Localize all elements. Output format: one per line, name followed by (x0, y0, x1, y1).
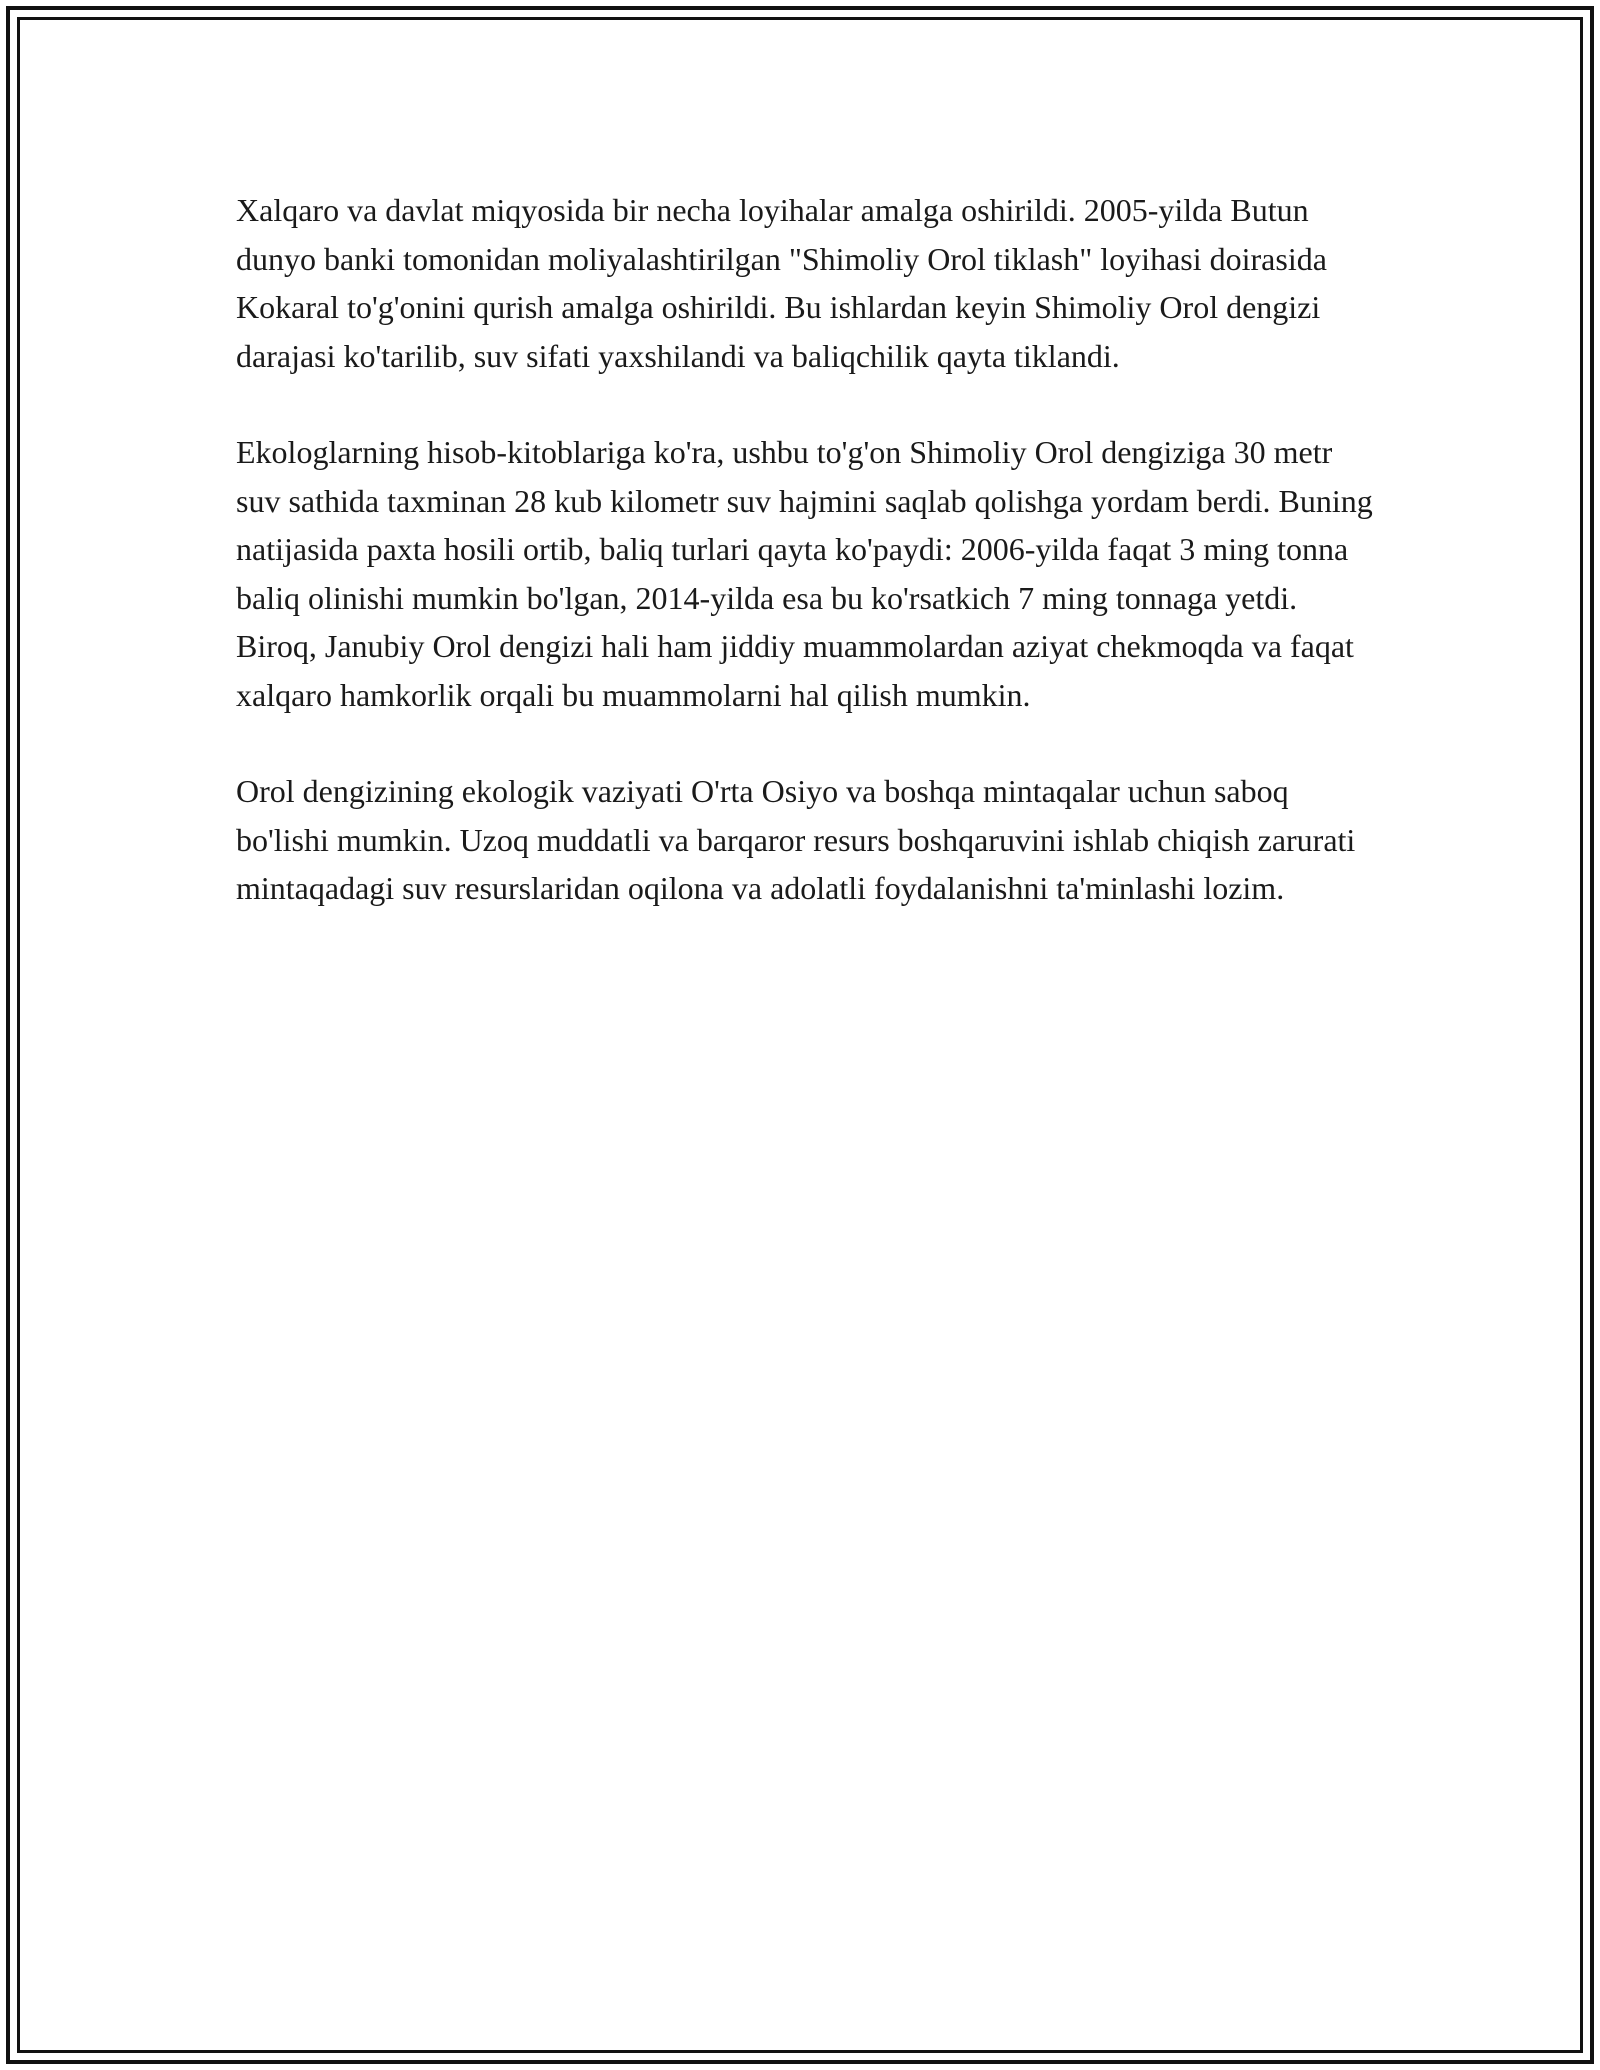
paragraph-1: Xalqaro va davlat miqyosida bir necha loyihalar amalga oshirildi. 2005-yilda Butun dunyo banki tomonidan moliyalashtirilgan "Shimoliy Orol tiklash" loyihasi doirasida Kokaral to'g'onini qurish amalga oshirildi. Bu ishlardan keyin Shimoliy Orol dengizi darajasi ko'tarilib, suv sifati yaxshilandi va baliqchilik qayta tiklandi. (236, 192, 1327, 374)
paragraph-3: Orol dengizining ekologik vaziyati O'rta Osiyo va boshqa mintaqalar uchun saboq bo'lishi mumkin. Uzoq muddatli va barqaror resurs boshqaruvini ishlab chiqish zarurati mintaqadagi suv resurslaridan oqilona va adolatli foydalanishni ta'minlashi lozim. (236, 773, 1356, 906)
paragraph-2: Ekologlarning hisob-kitoblariga ko'ra, ushbu to'g'on Shimoliy Orol dengiziga 30 metr suv sathida taxminan 28 kub kilometr suv hajmini saqlab qolishga yordam berdi. Buning natijasida paxta hosili ortib, baliq turlari qayta ko'paydi: 2006-yilda faqat 3 ming tonna baliq olinishi mumkin bo'lgan, 2014-yilda esa bu ko'rsatkich 7 ming tonnaga yetdi. Biroq, Janubiy Orol dengizi hali ham jiddiy muammolardan aziyat chekmoqda va faqat xalqaro hamkorlik orqali bu muammolarni hal qilish mumkin. (236, 434, 1373, 713)
document-body (236, 186, 1376, 961)
